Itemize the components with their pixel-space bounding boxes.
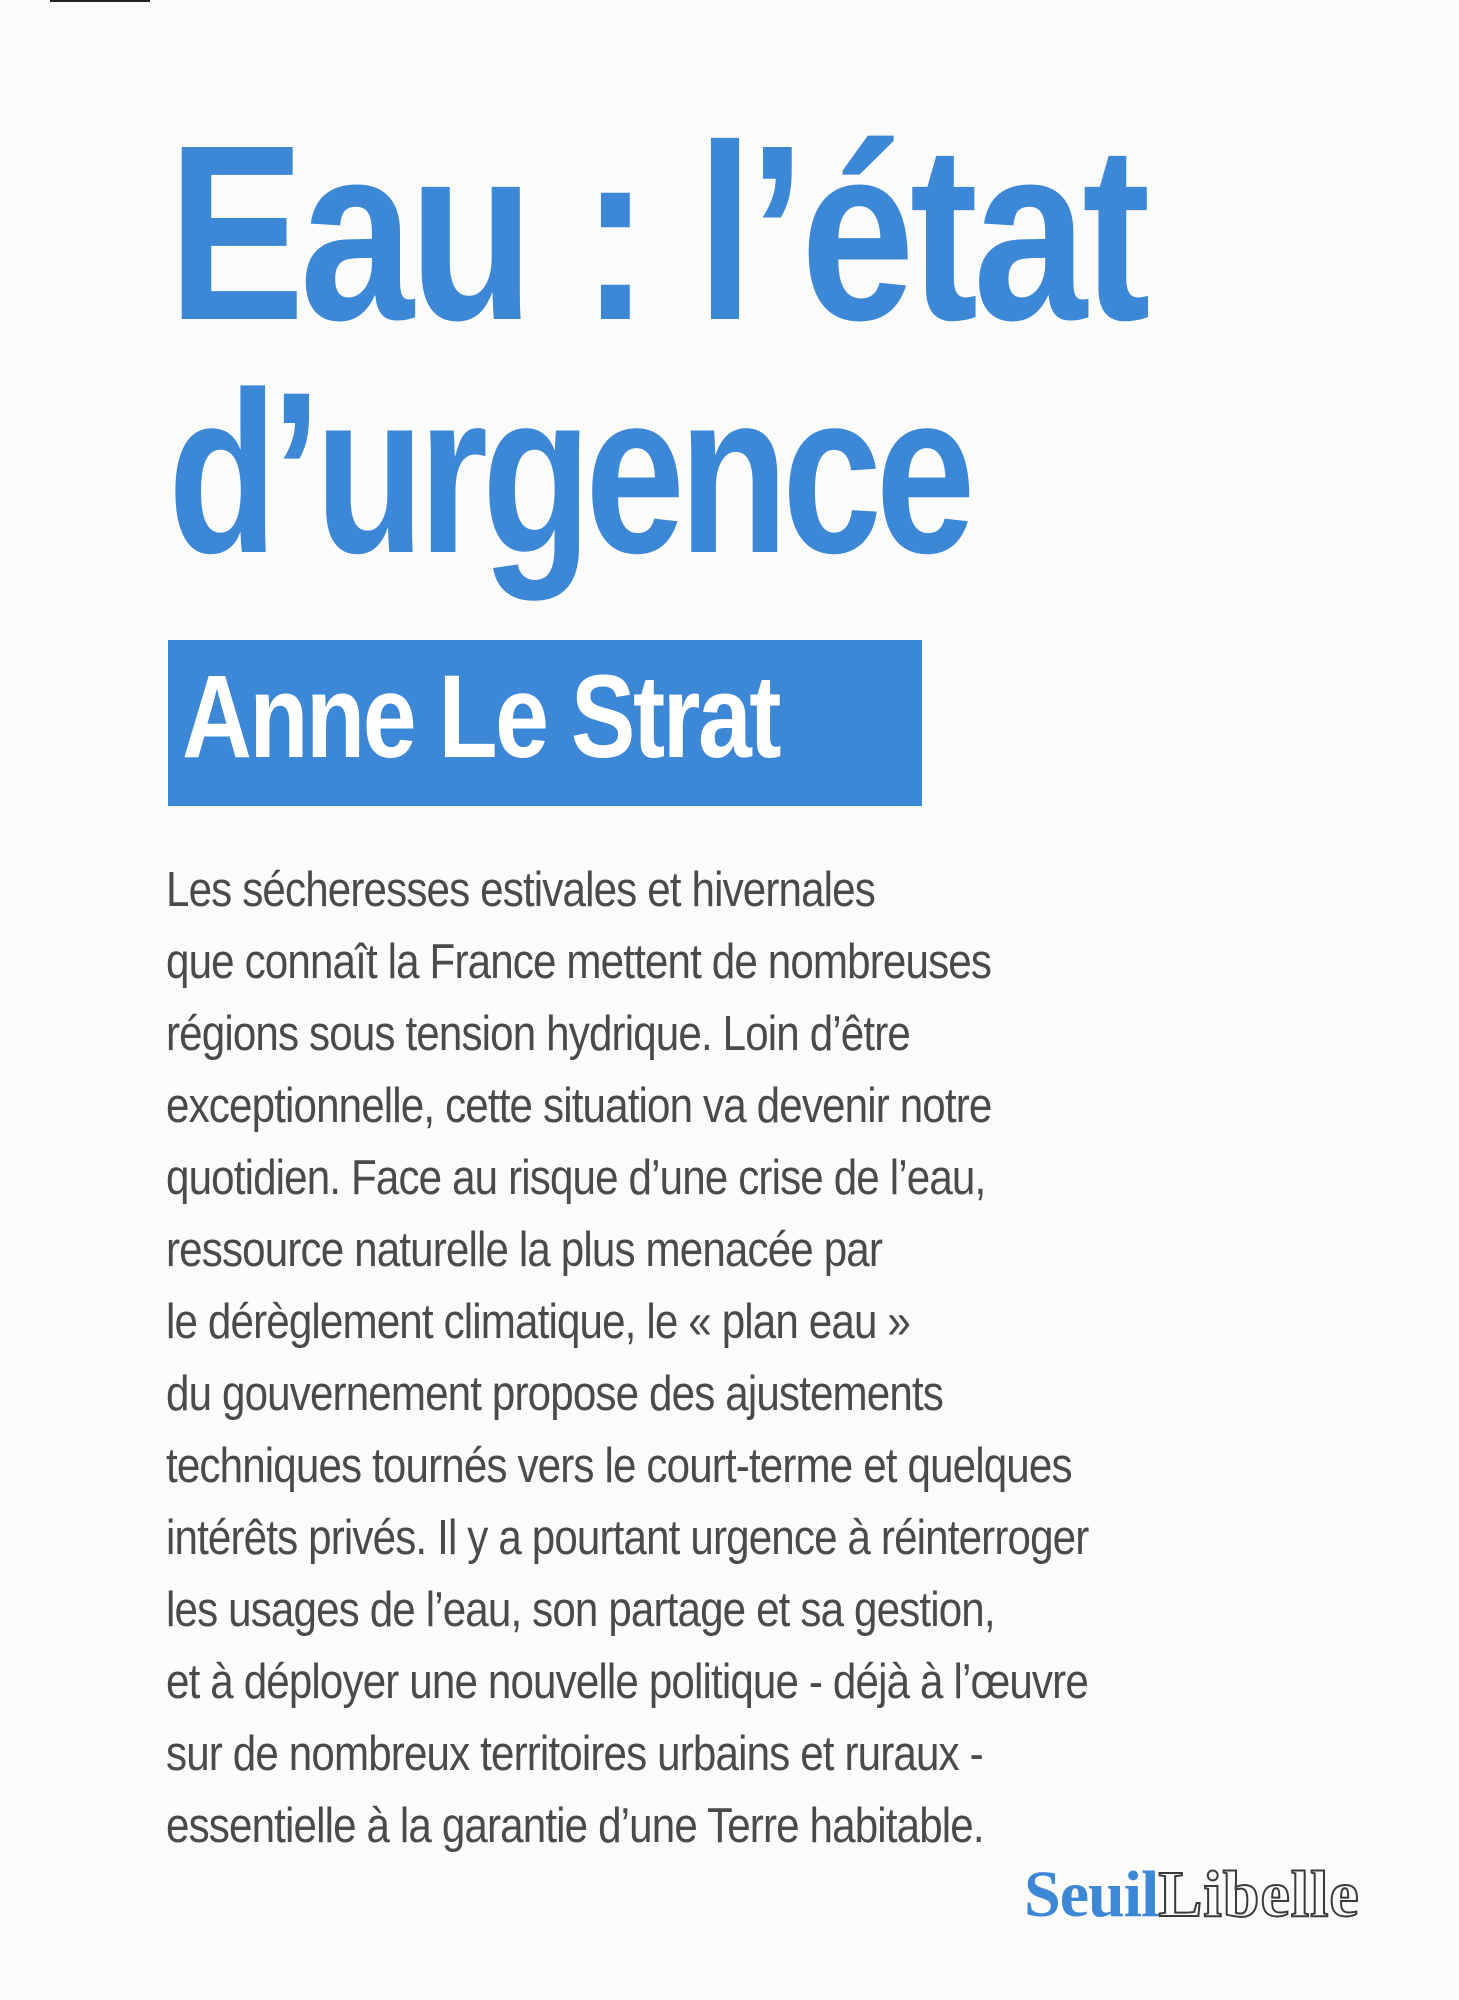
book-title-line-1: Eau : l’état	[168, 93, 1146, 372]
blurb-line: du gouvernement propose des ajustements	[166, 1367, 943, 1421]
blurb-line: ressource naturelle la plus menacée par	[166, 1223, 883, 1277]
blurb-line: régions sous tension hydrique. Loin d’être	[166, 1007, 910, 1061]
book-title-line-2: d’urgence	[168, 344, 970, 601]
blurb-line: et à déployer une nouvelle politique - déjà à l’œuvre	[166, 1655, 1088, 1709]
scan-edge-mark	[50, 0, 150, 2]
publisher-logo-seuil: Seuil	[1024, 1858, 1159, 1931]
author-name: Anne Le Strat	[182, 651, 780, 783]
blurb-line: exceptionnelle, cette situation va devenir notre	[166, 1079, 992, 1133]
blurb-line: sur de nombreux territoires urbains et ruraux -	[166, 1727, 983, 1781]
blurb-line: Les sécheresses estivales et hivernales	[166, 863, 875, 917]
publisher-logo-libelle: Libelle	[1158, 1858, 1360, 1931]
blurb-text	[166, 854, 1426, 1862]
blurb-line: le dérèglement climatique, le « plan eau »	[166, 1295, 910, 1349]
blurb-line: quotidien. Face au risque d’une crise de l’eau,	[166, 1151, 986, 1205]
blurb-line: essentielle à la garantie d’une Terre habitable.	[166, 1799, 984, 1853]
blurb-line: les usages de l’eau, son partage et sa gestion,	[166, 1583, 995, 1637]
publisher-logo	[1024, 1858, 1360, 1931]
blurb-line: que connaît la France mettent de nombreuses	[166, 935, 992, 989]
blurb-line: intérêts privés. Il y a pourtant urgence à réinterroger	[166, 1511, 1089, 1565]
blurb-line: techniques tournés vers le court-terme et quelques	[166, 1439, 1072, 1493]
author-banner	[168, 640, 922, 806]
